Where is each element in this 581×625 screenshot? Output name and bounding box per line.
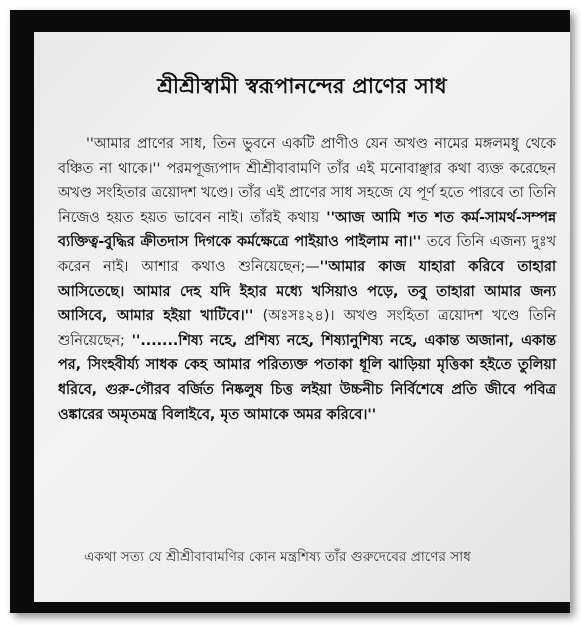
footer-line: একথা সত্য যে শ্রীশ্রীবাবামণির কোন মন্ত্রশিষ্য তাঁর গুরুদেবের প্রাণের সাধ — [84, 549, 471, 565]
quote-segment: ''আজ আমি শত শত কর্ম-সামর্থ-সম্পন্ন ব্যক্তিত্ব-বুদ্ধির ক্রীতদাস দিগকে কর্মক্ষেত্রে পাইয়াও পাইলাম না।'' — [58, 209, 556, 251]
text-segment: তবে তিনি এজন্য দুঃখ করেন নাই। আশার কথাও শুনিয়েছেন;— — [58, 234, 556, 275]
quote-segment: ''.......শিষ্য নহে, প্রশিষ্য নহে, শিষ্যানুশিষ্য নহে, একান্ত অজানা, একান্ত পর, সিংহবীর্য্য সাধক কেহ আমার পরিত্যক্ত পতাকা ধূলি ঝাড়িয়া মৃত্তিকা হইতে তুলিয়া ধরিবে, গুরু-গৌরব বর্জিত নিষ্কলুষ চিত্ত লইয়া উচ্চনীচ নির্বিশেষে প্রতি জীবে পবিত্র ওঙ্কারের অমৃতমন্ত্র বিলাইবে, মৃত আমাকে অমর করিবে।'' — [58, 332, 556, 423]
document-page — [34, 32, 570, 602]
main-paragraph — [58, 132, 556, 427]
body-text — [58, 132, 556, 427]
page-title: শ্রীশ্রীস্বামী স্বরূপানন্দের প্রাণের সাধ — [157, 74, 447, 98]
text-segment: ''আমার প্রাণের সাধ, তিন ভুবনে একটি প্রাণীও যেন অখণ্ড নামের মঙ্গলমধু থেকে বঞ্চিত না থাকে।'' পরমপূজ্যপাদ শ্রীশ্রীবাবামণি তাঁর এই মনোবাঞ্ছার কথা ব্যক্ত করেছেন অখণ্ড সংহিতার ত্রয়োদশ খণ্ডে। তাঁর এই প্রাণের সাধ সহজে যে পূর্ণ হতে পারবে তা তিনি নিজেও হয়ত হয়ত ভাবেন নাই। তাঁরই কথায় — [58, 136, 556, 226]
black-frame — [10, 10, 570, 613]
quote-segment: ''আমার কাজ যাহারা করিবে তাহারা আসিতেছে। আমার দেহ যদি ইহার মধ্যে খসিয়াও পড়ে, তবু তাহারা আমার জন্য আসিবে, আমার হইয়া খাটিবে।'' — [58, 258, 556, 325]
text-segment: (অঃসঃ২৪)। অখণ্ড সংহিতা ত্রয়োদশ খণ্ডে তিনি শুনিয়েছেন; — [58, 308, 556, 349]
